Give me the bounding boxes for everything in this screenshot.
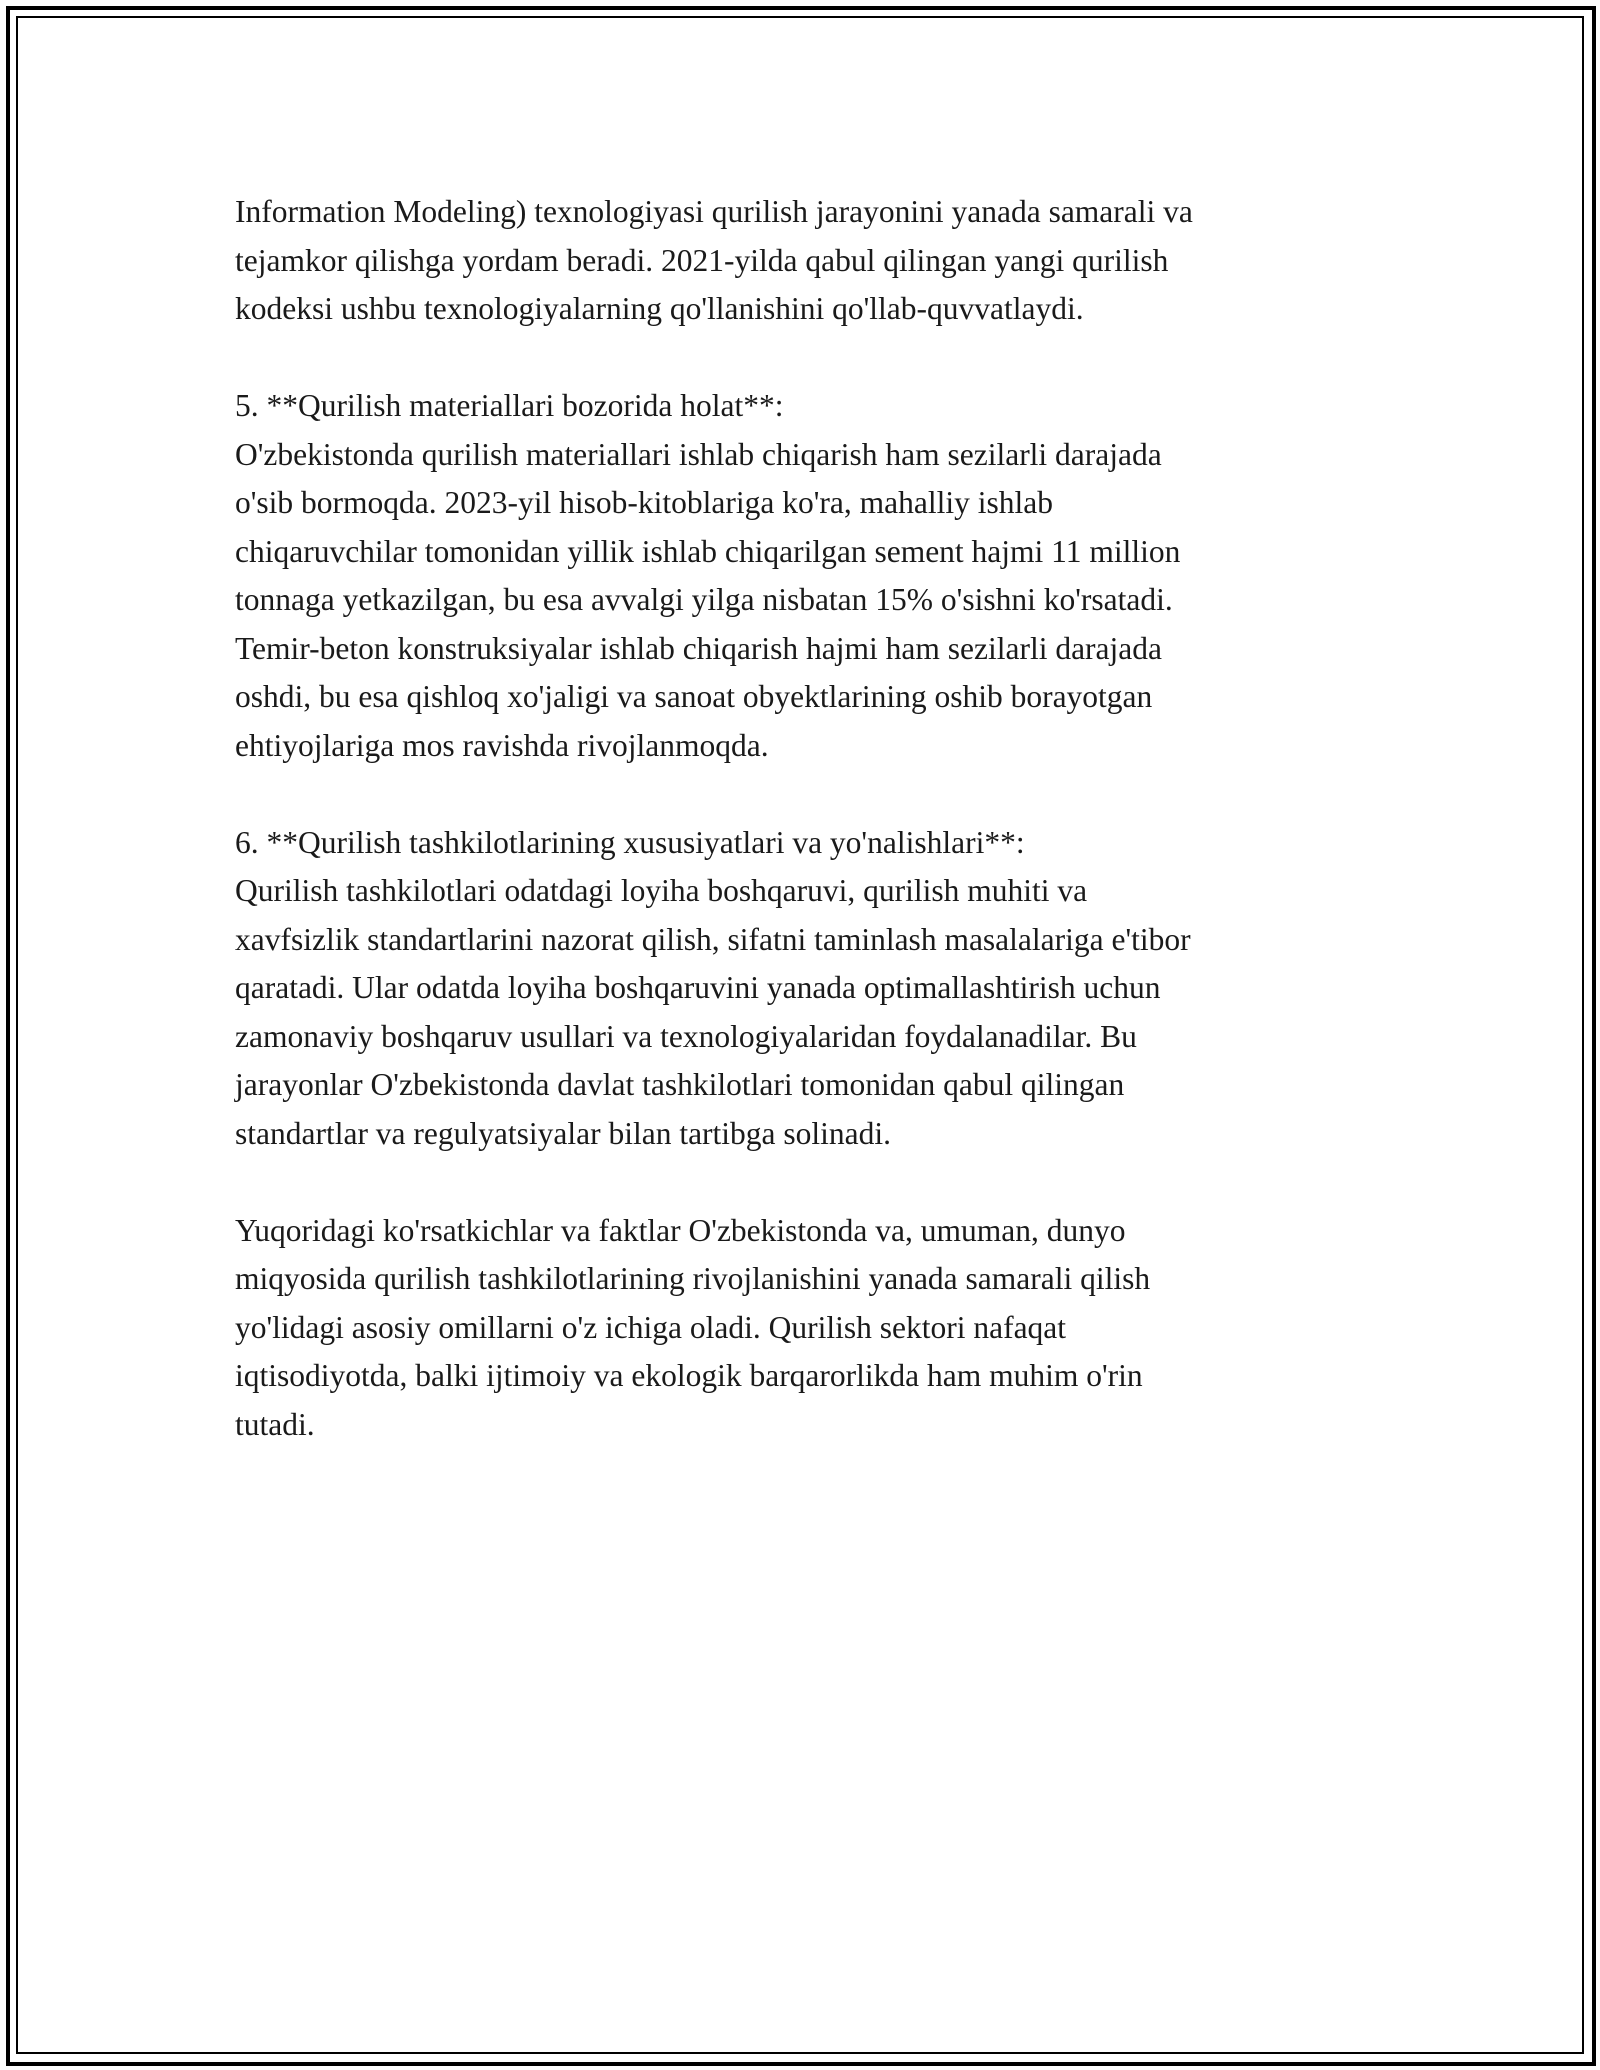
paragraph-bim-intro — [235, 188, 1395, 334]
text-line: Temir-beton konstruksiyalar ishlab chiqarish hajmi ham sezilarli darajada — [235, 630, 1162, 666]
document-body — [235, 188, 1395, 1449]
text-line: O'zbekistonda qurilish materiallari ishlab chiqarish ham sezilarli darajada — [235, 436, 1162, 472]
text-line: tutadi. — [235, 1406, 315, 1442]
text-line: kodeksi ushbu texnologiyalarning qo'llanishini qo'llab-quvvatlaydi. — [235, 291, 1084, 326]
text-line: xavfsizlik standartlarini nazorat qilish, sifatni taminlash masalalariga e'tibor — [235, 921, 1191, 957]
text-line: Qurilish tashkilotlari odatdagi loyiha boshqaruvi, qurilish muhiti va — [235, 873, 1088, 908]
text-line: miqyosida qurilish tashkilotlarining rivojlanishini yanada samarali qilish — [235, 1261, 1151, 1296]
text-line: Information Modeling) texnologiyasi qurilish jarayonini yanada samarali va — [235, 194, 1193, 229]
text-line: o'sib bormoqda. 2023-yil hisob-kitoblariga ko'ra, mahalliy ishlab — [235, 485, 1053, 520]
paragraph-organizations — [235, 819, 1395, 1159]
text-line: yo'lidagi asosiy omillarni o'z ichiga oladi. Qurilish sektori nafaqat — [235, 1309, 1067, 1345]
text-line: qaratadi. Ular odatda loyiha boshqaruvini yanada optimallashtirish uchun — [235, 970, 1161, 1005]
text-line: zamonaviy boshqaruv usullari va texnologiyalaridan foydalanadilar. Bu — [235, 1018, 1137, 1054]
text-line: Yuqoridagi ko'rsatkichlar va faktlar O'zbekistonda va, umuman, dunyo — [235, 1212, 1126, 1248]
text-line: jarayonlar O'zbekistonda davlat tashkilotlari tomonidan qabul qilingan — [235, 1067, 1125, 1102]
paragraph-materials-market — [235, 382, 1395, 770]
paragraph-conclusion — [235, 1207, 1395, 1450]
section-heading: 5. **Qurilish materiallari bozorida holat**: — [235, 388, 784, 423]
text-line: tonnaga yetkazilgan, bu esa avvalgi yilga nisbatan 15% o'sishni ko'rsatadi. — [235, 582, 1173, 617]
section-heading: 6. **Qurilish tashkilotlarining xususiyatlari va yo'nalishlari**: — [235, 824, 1025, 860]
text-line: tejamkor qilishga yordam beradi. 2021-yilda qabul qilingan yangi qurilish — [235, 242, 1169, 278]
text-line: iqtisodiyotda, balki ijtimoiy va ekologik barqarorlikda ham muhim o'rin — [235, 1358, 1143, 1393]
text-line: chiqaruvchilar tomonidan yillik ishlab chiqarilgan sement hajmi 11 million — [235, 533, 1181, 569]
text-line: oshdi, bu esa qishloq xo'jaligi va sanoat obyektlarining oshib borayotgan — [235, 679, 1153, 714]
text-line: standartlar va regulyatsiyalar bilan tartibga solinadi. — [235, 1115, 892, 1151]
text-line: ehtiyojlariga mos ravishda rivojlanmoqda. — [235, 727, 769, 763]
